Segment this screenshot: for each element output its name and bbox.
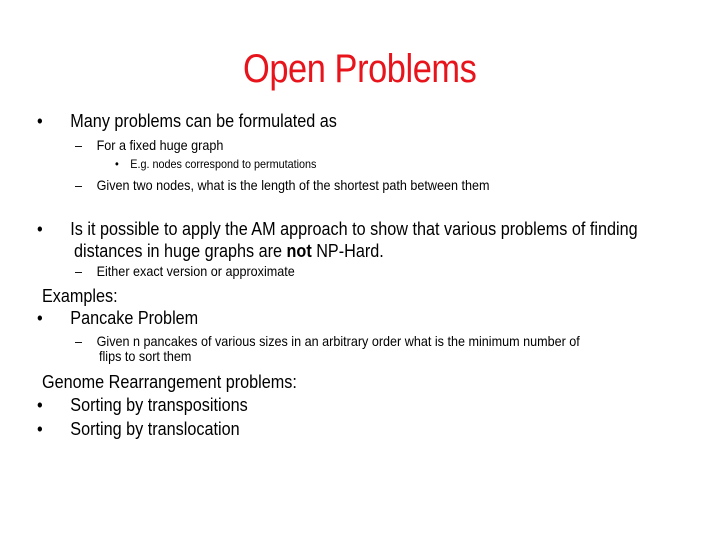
- examples-item-1-sub-line-2: flips to sort them: [99, 348, 192, 364]
- bullet-marker: •: [37, 419, 43, 439]
- bullet-2-line-2-post: NP-Hard.: [311, 241, 384, 261]
- dash-marker: –: [75, 137, 83, 153]
- examples-item-1-text: Pancake Problem: [70, 308, 199, 328]
- bullet-marker: •: [37, 395, 43, 415]
- genome-item-2-text: Sorting by translocation: [70, 419, 240, 439]
- slide-title-text: Open Problems: [243, 47, 477, 91]
- bullet-1-sub-2-text: Given two nodes, what is the length of the shortest path between them: [96, 177, 490, 193]
- dash-marker: –: [75, 177, 83, 193]
- bullet-marker: •: [37, 219, 43, 239]
- bullet-1-sub-1-text: For a fixed huge graph: [96, 137, 224, 153]
- bullet-marker: •: [37, 308, 43, 328]
- bullet-2-line-2-bold: not: [286, 241, 312, 261]
- genome-item-1-text: Sorting by transpositions: [70, 395, 248, 415]
- examples-item-1-sub-line-1: Given n pancakes of various sizes in an arbitrary order what is the minimum number of: [96, 333, 580, 349]
- bullet-2-line-1: Is it possible to apply the AM approach to show that various problems of finding: [70, 219, 638, 239]
- examples-heading: Examples:: [42, 286, 118, 306]
- bullet-1-text: Many problems can be formulated as: [70, 111, 337, 131]
- bullet-2-line-2: [74, 240, 384, 263]
- genome-heading: Genome Rearrangement problems:: [42, 372, 297, 392]
- bullet-marker: •: [115, 157, 119, 171]
- dash-marker: –: [75, 263, 83, 279]
- bullet-marker: •: [37, 111, 43, 131]
- bullet-1-subsub-1-text: E.g. nodes correspond to permutations: [130, 157, 317, 171]
- slide-title: [0, 44, 720, 94]
- bullet-2-sub-1-text: Either exact version or approximate: [96, 263, 295, 279]
- bullet-2-line-2-pre: distances in huge graphs are: [74, 241, 287, 261]
- dash-marker: –: [75, 333, 83, 349]
